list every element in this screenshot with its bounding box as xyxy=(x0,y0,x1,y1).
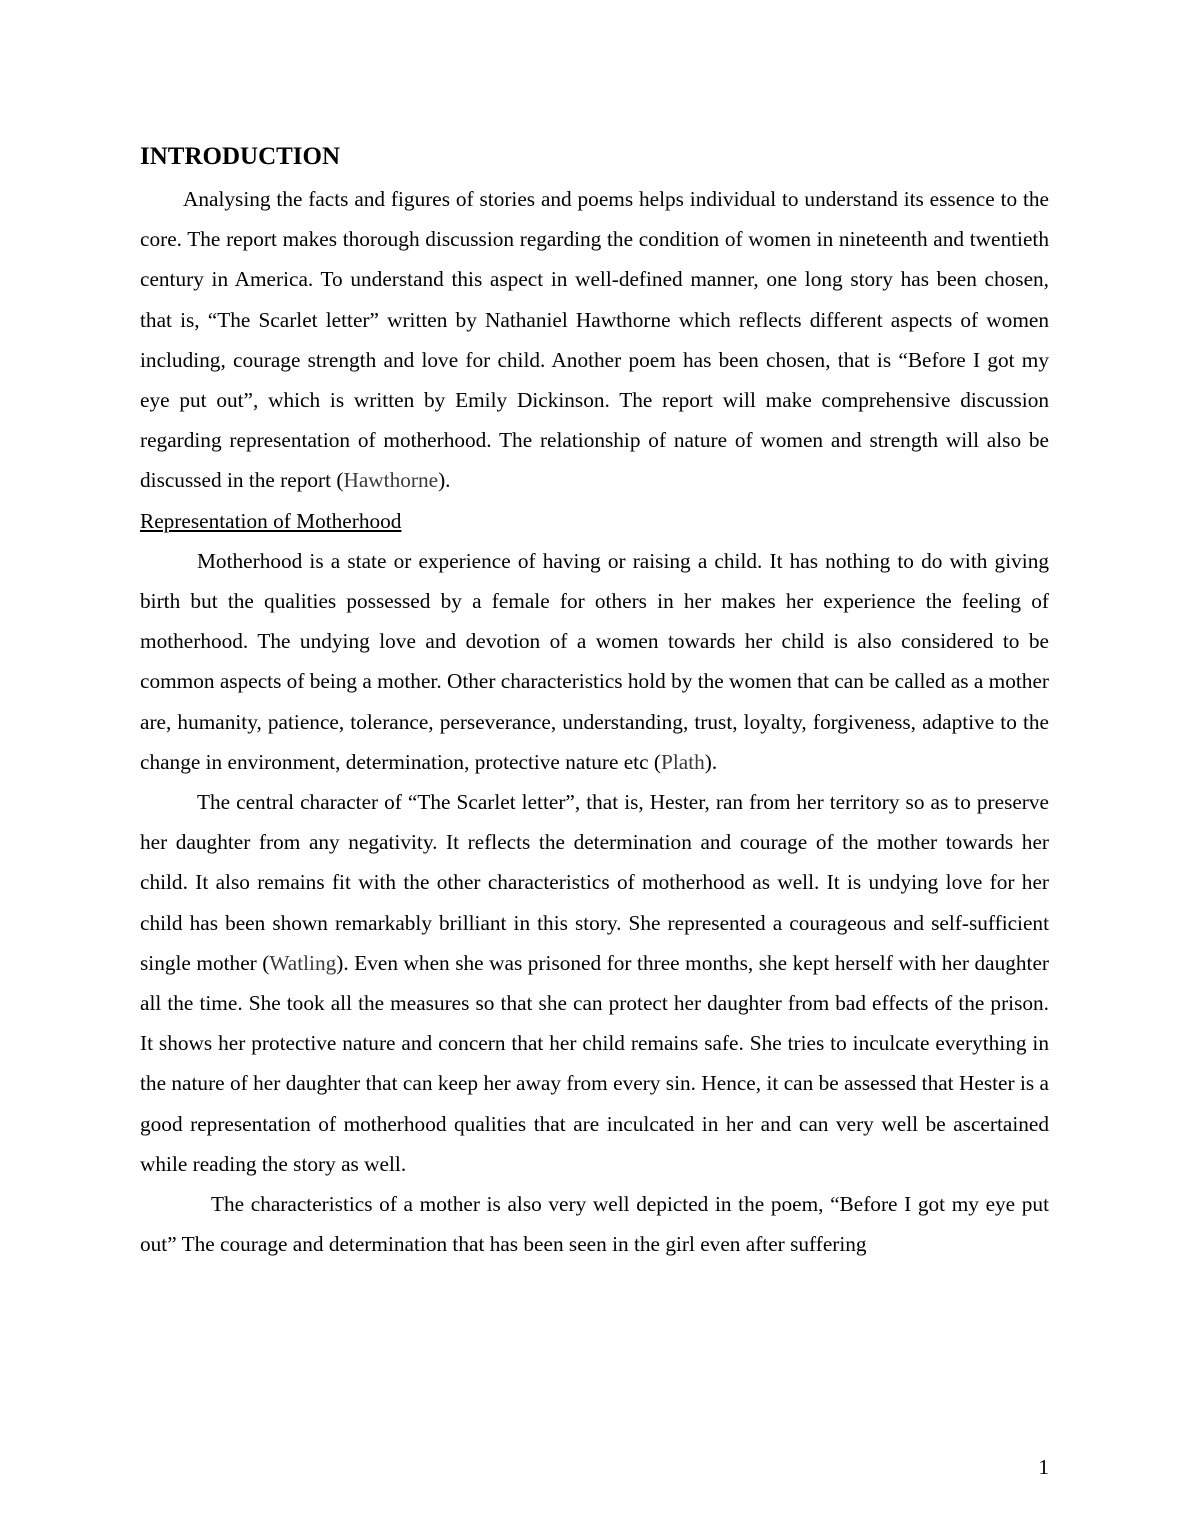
section-title-motherhood: Representation of Motherhood xyxy=(140,508,402,533)
hester-text-end: ). Even when she was prisoned for three months, she kept herself with her daughter all the time. She took all the measures so that she can protect her daughter from bad effects of the prison. It shows her protective nature and concern that her child remains safe. She tries to inculcate everything in the nature of her daughter that can keep her away from every sin. Hence, it can be assessed that Hester is a good representation of motherhood qualities that are inculcated in her and can very well be ascertained while reading the story as well. xyxy=(140,950,1049,1176)
motherhood-paragraph xyxy=(140,541,1049,782)
page-number: 1 xyxy=(1038,1455,1049,1479)
document-body xyxy=(140,138,1049,1264)
hester-text: The central character of “The Scarlet letter”, that is, Hester, ran from her territory so as to preserve her daughter from any negativity. It reflects the determination and courage of the mother towards her child. It also remains fit with the other characteristics of motherhood as well. It is undying love for her child has been shown remarkably brilliant in this story. She represented a courageous and self-sufficient single mother ( xyxy=(140,790,1049,975)
citation-hawthorne: Hawthorne xyxy=(343,468,439,493)
poem-text: The characteristics of a mother is also very well depicted in the poem, “Before I got my eye put out” The courage and determination that has been seen in the girl even after suffering xyxy=(140,1192,1049,1257)
intro-paragraph xyxy=(140,179,1049,501)
motherhood-text: Motherhood is a state or experience of having or raising a child. It has nothing to do with giving birth but the qualities possessed by a female for others in her makes her experience the feeling of motherhood. The undying love and devotion of a women towards her child is also considered to be common aspects of being a mother. Other characteristics hold by the women that can be called as a mother are, humanity, patience, tolerance, perseverance, understanding, trust, loyalty, forgiveness, adaptive to the change in environment, determination, protective nature etc ( xyxy=(140,548,1049,774)
intro-text-end: ). xyxy=(438,468,451,493)
poem-paragraph xyxy=(140,1184,1049,1264)
introduction-heading: INTRODUCTION xyxy=(140,143,341,170)
hester-paragraph xyxy=(140,782,1049,1184)
citation-watling: Watling xyxy=(269,950,337,975)
motherhood-text-end: ). xyxy=(704,749,718,774)
citation-plath: Plath xyxy=(660,749,705,774)
intro-text: Analysing the facts and figures of stories and poems helps individual to understand its essence to the core. The report makes thorough discussion regarding the condition of women in nineteenth and twentieth century in America. To understand this aspect in well-defined manner, one long story has been chosen, that is, “The Scarlet letter” written by Nathaniel Hawthorne which reflects different aspects of women including, courage strength and love for child. Another poem has been chosen, that is “Before I got my eye put out”, which is written by Emily Dickinson. The report will make comprehensive discussion regarding representation of motherhood. The relationship of nature of women and strength will also be discussed in the report ( xyxy=(140,187,1049,493)
